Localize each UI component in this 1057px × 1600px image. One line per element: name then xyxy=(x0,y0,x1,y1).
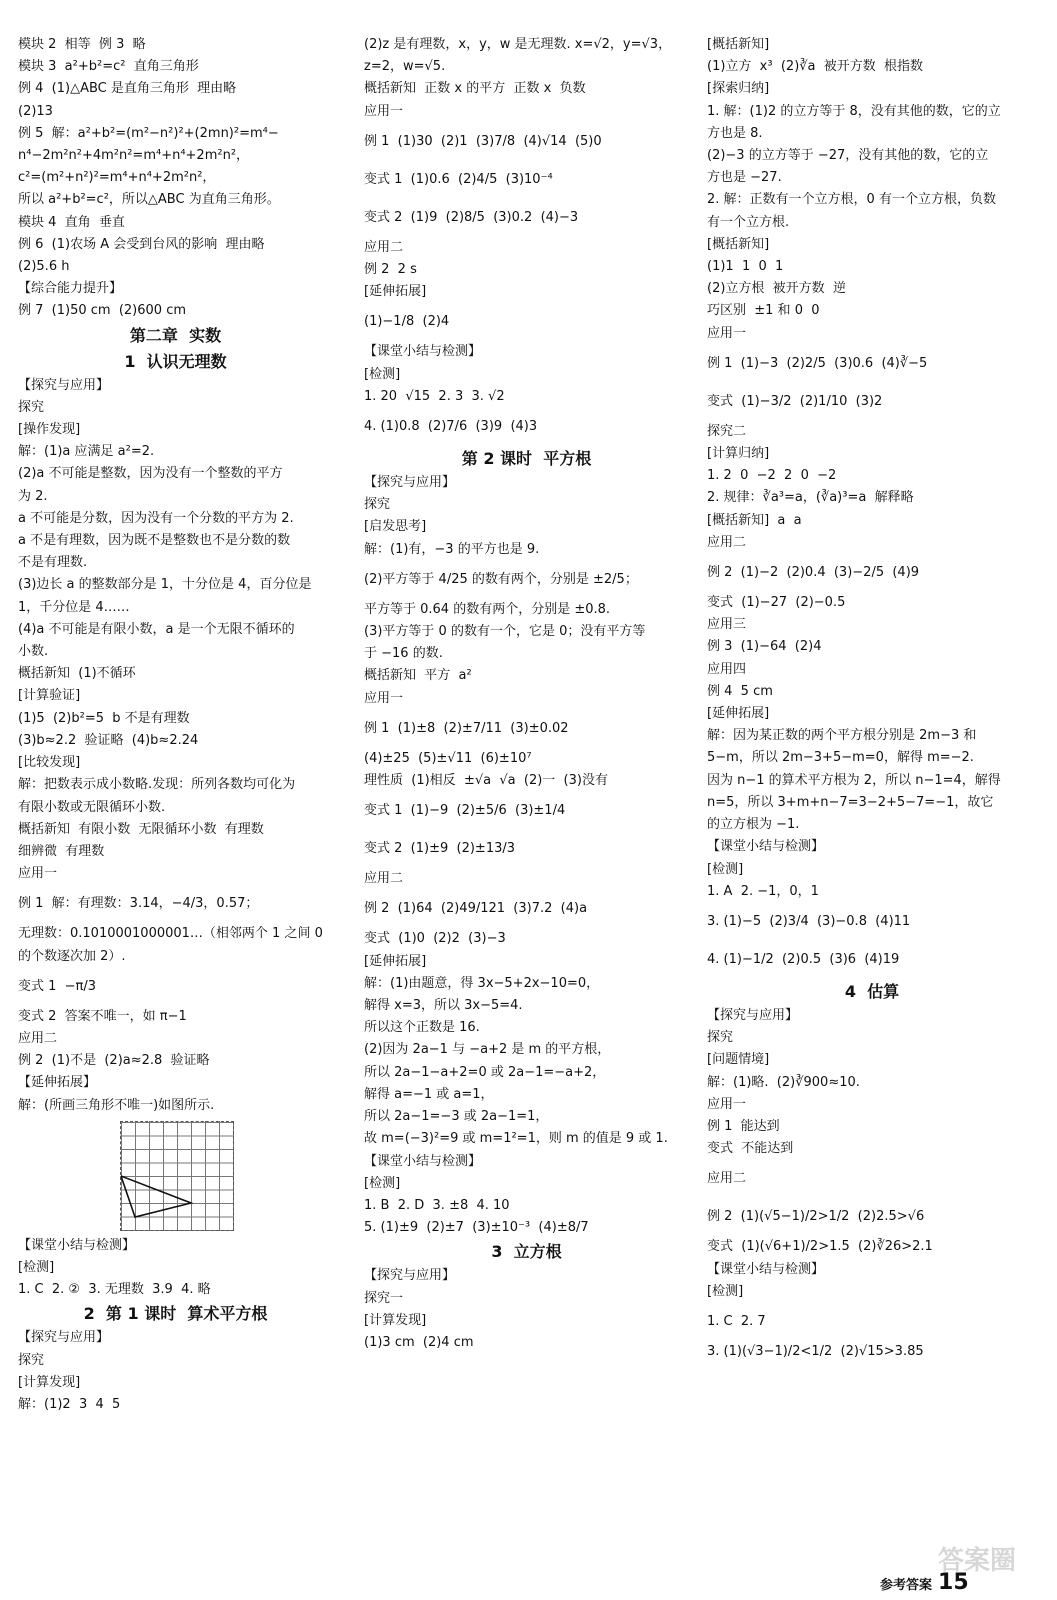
text-line: (4)±25 (5)±√11 (6)±10⁷ xyxy=(364,750,532,766)
text-line: 模块 3 a²+b²=c² 直角三角形 xyxy=(18,59,199,75)
text-line: [概括新知] a a xyxy=(707,512,802,528)
text-line: c²=(m²+n²)²=m⁴+n⁴+2m²n²， xyxy=(18,170,216,186)
text-line: 3. (1)(√3−1)/2<1/2 (2)√15>3.85 xyxy=(707,1343,924,1359)
text-line: 3. (1)−5 (2)3/4 (3)−0.8 (4)11 xyxy=(707,913,911,929)
text-line: 1. B 2. D 3. ±8 4. 10 xyxy=(364,1197,510,1213)
text-line: 【探究与应用】 xyxy=(18,377,110,393)
text-line: 解：把数表示成小数略.发现：所列各数均可化为 xyxy=(18,777,296,793)
text-line: [延伸拓展] xyxy=(364,284,427,300)
text-line: 不是有理数. xyxy=(18,555,88,571)
text-line: [操作发现] xyxy=(18,422,81,438)
text-line: 变式 (1)−3/2 (2)1/10 (3)2 xyxy=(707,393,883,409)
text-line: 有限小数或无限循环小数. xyxy=(18,799,166,815)
text-line: a 不是有理数，因为既不是整数也不是分数的数 xyxy=(18,533,291,549)
text-line: 解：(1)有，−3 的平方也是 9. xyxy=(364,541,540,557)
text-line: [检测] xyxy=(707,1283,744,1299)
text-line: 所以 2a−1=−3 或 2a−1=1， xyxy=(364,1109,549,1125)
text-line: 4. (1)−1/2 (2)0.5 (3)6 (4)19 xyxy=(707,951,900,967)
text-line: 例 2 2 s xyxy=(364,262,417,278)
text-line: 应用一 xyxy=(364,103,404,119)
column-3 xyxy=(707,34,1037,1363)
text-line: 应用一 xyxy=(364,690,404,706)
text-line: 【探究与应用】 xyxy=(364,1268,456,1284)
text-line: 平方等于 0.64 的数有两个，分别是 ±0.8. xyxy=(364,601,611,617)
text-line: 例 6 (1)农场 A 会受到台风的影响 理由略 xyxy=(18,236,265,252)
text-line: (2)5.6 h xyxy=(18,259,70,275)
text-line: 例 1 能达到 xyxy=(707,1118,780,1134)
text-line: 概括新知 正数 x 的平方 正数 x 负数 xyxy=(364,81,586,97)
text-line: (2)−3 的立方等于 −27，没有其他的数，它的立 xyxy=(707,148,989,164)
text-line: 1. C 2. 7 xyxy=(707,1313,766,1329)
footer-label: 参考答案 xyxy=(880,1578,933,1593)
text-line: 模块 4 直角 垂直 xyxy=(18,214,125,230)
text-line: 【探究与应用】 xyxy=(18,1330,110,1346)
text-line: 变式 (1)0 (2)2 (3)−3 xyxy=(364,931,506,947)
text-line: 【课堂小结与检测】 xyxy=(364,344,482,360)
text-line: (3)平方等于 0 的数有一个，它是 0；没有平方等 xyxy=(364,624,646,640)
section-heading: 1 认识无理数 xyxy=(124,351,227,371)
text-line: 变式 (1)(√6+1)/2>1.5 (2)∛26>2.1 xyxy=(707,1239,933,1255)
text-line: 例 4 5 cm xyxy=(707,683,773,699)
text-line: 1. A 2. −1，0，1 xyxy=(707,883,819,899)
text-line: 解：(1)由题意，得 3x−5+2x−10=0， xyxy=(364,975,600,991)
text-line: 例 1 解：有理数：3.14，−4/3，0.57̇； xyxy=(18,896,259,912)
text-line: 应用二 xyxy=(18,1030,58,1046)
text-line: 例 2 (1)不是 (2)a≈2.8 验证略 xyxy=(18,1053,210,1069)
text-line: 【延伸拓展】 xyxy=(18,1075,97,1091)
text-line: 巧区别 ±1 和 0 0 xyxy=(707,303,820,319)
section-heading: 4 估算 xyxy=(844,981,900,1001)
text-line: [延伸拓展] xyxy=(364,953,427,969)
text-line: [概括新知] xyxy=(707,37,770,52)
text-line: 1. 2 0 −2 2 0 −2 xyxy=(707,468,837,484)
text-line: 5−m，所以 2m−3+5−m=0，解得 m=−2. xyxy=(707,750,974,766)
text-line: 变式 1 (1)0.6 (2)4/5 (3)10⁻⁴ xyxy=(364,171,553,187)
text-line: [延伸拓展] xyxy=(707,706,770,722)
text-line: [启发思考] xyxy=(364,519,427,535)
text-line: z=2，w=√5. xyxy=(364,59,446,75)
text-line: 应用三 xyxy=(707,617,747,633)
text-line: 所以这个正数是 16. xyxy=(364,1020,480,1036)
text-line: 应用一 xyxy=(707,325,747,341)
text-line: 概括新知 有限小数 无限循环小数 有理数 xyxy=(18,821,264,837)
text-line: 概括新知 (1)不循环 xyxy=(18,666,136,682)
text-line: 解：(所画三角形不唯一)如图所示. xyxy=(18,1097,215,1113)
text-line: (4)a 不可能是有限小数，a 是一个无限不循环的 xyxy=(18,621,295,637)
text-line: 1. 解：(1)2 的立方等于 8，没有其他的数，它的立 xyxy=(707,103,1001,119)
grid-triangle-figure xyxy=(120,1121,234,1231)
text-line: (2)因为 2a−1 与 −a+2 是 m 的平方根， xyxy=(364,1042,611,1058)
text-line: 【课堂小结与检测】 xyxy=(707,839,825,855)
text-line: (2)平方等于 4/25 的数有两个，分别是 ±2/5； xyxy=(364,571,638,587)
text-line: 探究 xyxy=(707,1030,734,1046)
text-line: (1)5 (2)b²=5 b 不是有理数 xyxy=(18,710,190,726)
text-line: [探索归纳] xyxy=(707,81,770,97)
text-line: (2)a 不可能是整数，因为没有一个整数的平方 xyxy=(18,466,283,482)
watermark: 答案圈 xyxy=(938,1546,1017,1576)
text-line: [检测] xyxy=(707,861,744,877)
text-line: 探究 xyxy=(364,497,391,513)
text-line: 应用二 xyxy=(364,871,404,887)
text-line: (2)立方根 被开方数 逆 xyxy=(707,281,846,297)
text-line: 理性质 (1)相反 ±√a √a (2)一 (3)没有 xyxy=(364,773,608,789)
text-line: 例 2 (1)(√5−1)/2>1/2 (2)2.5>√6 xyxy=(707,1209,925,1225)
text-line: 解：(1)略. (2)∛900≈10. xyxy=(707,1074,860,1090)
text-line: 解得 x=3，所以 3x−5=4. xyxy=(364,998,523,1014)
text-line: 1. C 2. ② 3. 无理数 3.9 4. 略 xyxy=(18,1282,211,1298)
text-line: 【课堂小结与检测】 xyxy=(364,1153,482,1169)
text-line: (1)1 1 0 1 xyxy=(707,259,784,275)
text-line: 【课堂小结与检测】 xyxy=(18,1237,136,1253)
text-line: 例 1 (1)30 (2)1 (3)7/8 (4)√14 (5)0 xyxy=(364,133,602,149)
section-heading: 第 2 课时 平方根 xyxy=(461,449,592,469)
text-line: 方也是 −27. xyxy=(707,170,782,186)
text-line: 变式 不能达到 xyxy=(707,1141,794,1157)
text-line: 例 2 (1)−2 (2)0.4 (3)−2/5 (4)9 xyxy=(707,565,920,581)
text-line: 应用一 xyxy=(707,1096,747,1112)
text-line: 应用四 xyxy=(707,661,747,677)
text-line: 探究二 xyxy=(707,423,747,439)
text-line: 变式 2 (1)±9 (2)±13/3 xyxy=(364,841,516,857)
text-line: 探究 xyxy=(18,1352,45,1368)
text-line: 变式 1 −π/3 xyxy=(18,978,97,994)
text-line: 模块 2 相等 例 3 略 xyxy=(18,37,146,52)
text-line: 例 7 (1)50 cm (2)600 cm xyxy=(18,303,187,319)
text-line: 为 2. xyxy=(18,488,48,504)
column-2 xyxy=(364,34,689,1354)
text-line: [计算归纳] xyxy=(707,446,770,462)
text-line: 解：(1)2 3 4 5 xyxy=(18,1396,121,1412)
text-line: [计算验证] xyxy=(18,688,81,704)
text-line: (2)13 xyxy=(18,103,53,119)
text-line: 有一个立方根. xyxy=(707,214,790,230)
text-line: 例 1 (1)−3 (2)2/5 (3)0.6 (4)∛−5 xyxy=(707,355,928,371)
text-line: 的个数逐次加 2）. xyxy=(18,948,126,964)
text-line: (2)z 是有理数，x，y，w 是无理数. x=√2，y=√3， xyxy=(364,37,672,52)
text-line: 【课堂小结与检测】 xyxy=(707,1261,825,1277)
text-line: 例 5 解：a²+b²=(m²−n²)²+(2mn)²=m⁴− xyxy=(18,125,279,141)
text-line: 所以 2a−1−a+2=0 或 2a−1=−a+2， xyxy=(364,1064,606,1080)
text-line: 故 m=(−3)²=9 或 m=1²=1，则 m 的值是 9 或 1. xyxy=(364,1131,668,1147)
text-line: 方也是 8. xyxy=(707,125,763,141)
text-line: [计算发现] xyxy=(364,1312,427,1328)
text-line: 于 −16 的数. xyxy=(364,646,443,662)
text-line: 无理数：0.1010001000001…（相邻两个 1 之间 0 xyxy=(18,926,323,942)
text-line: 探究 xyxy=(18,399,45,415)
text-line: (1)3 cm (2)4 cm xyxy=(364,1334,474,1350)
text-line: 变式 1 (1)−9 (2)±5/6 (3)±1/4 xyxy=(364,803,566,819)
text-line: 例 4 (1)△ABC 是直角三角形 理由略 xyxy=(18,81,237,97)
text-line: 小数. xyxy=(18,644,49,660)
text-line: a 不可能是分数，因为没有一个分数的平方为 2. xyxy=(18,510,294,526)
text-line: (3)边长 a 的整数部分是 1，十分位是 4，百分位是 xyxy=(18,577,312,593)
text-line: n=5，所以 3+m+n−7=3−2+5−7=−1，故它 xyxy=(707,794,994,810)
text-line: (3)b≈2.2 验证略 (4)b≈2.24 xyxy=(18,732,199,748)
text-line: 4. (1)0.8 (2)7/6 (3)9 (4)3 xyxy=(364,419,538,435)
text-line: 【探究与应用】 xyxy=(707,1007,799,1023)
text-line: 2. 解：正数有一个立方根，0 有一个立方根，负数 xyxy=(707,192,996,208)
text-line: 1，千分位是 4…… xyxy=(18,599,130,615)
page-footer xyxy=(880,1570,969,1595)
text-line: 变式 2 答案不唯一，如 π−1 xyxy=(18,1008,187,1024)
page-number: 15 xyxy=(938,1570,969,1595)
text-line: 【综合能力提升】 xyxy=(18,281,123,297)
text-line: [检测] xyxy=(364,366,401,382)
text-line: 例 1 (1)±8 (2)±7/11 (3)±0.02 xyxy=(364,720,569,736)
text-line: 【探究与应用】 xyxy=(364,475,456,491)
text-line: 概括新知 平方 a² xyxy=(364,668,472,684)
section-heading: 第二章 实数 xyxy=(129,325,222,345)
text-line: 解得 a=−1 或 a=1， xyxy=(364,1086,494,1102)
text-line: 解：(1)a 应满足 a²=2. xyxy=(18,444,155,460)
text-line: n⁴−2m²n²+4m²n²=m⁴+n⁴+2m²n²， xyxy=(18,148,250,164)
text-line: 变式 2 (1)9 (2)8/5 (3)0.2 (4)−3 xyxy=(364,209,579,225)
text-line: 应用二 xyxy=(707,1171,747,1187)
text-line: 应用二 xyxy=(364,239,404,255)
text-line: 探究一 xyxy=(364,1290,404,1306)
text-line: 应用一 xyxy=(18,866,58,882)
text-line: [比较发现] xyxy=(18,755,81,771)
text-line: [计算发现] xyxy=(18,1374,81,1390)
text-line: 的立方根为 −1. xyxy=(707,817,800,833)
text-line: [概括新知] xyxy=(707,236,770,252)
text-line: [检测] xyxy=(364,1175,401,1191)
section-heading: 2 第 1 课时 算术平方根 xyxy=(83,1304,268,1324)
text-line: 所以 a²+b²=c²，所以△ABC 为直角三角形。 xyxy=(18,192,280,208)
text-line: 1. 20 √15 2. 3 3. √2 xyxy=(364,388,505,404)
text-line: 例 2 (1)64 (2)49/121 (3)7.2 (4)a xyxy=(364,901,588,917)
text-line: [问题情境] xyxy=(707,1052,770,1068)
text-line: 变式 (1)−27 (2)−0.5 xyxy=(707,595,846,611)
text-line: 5. (1)±9 (2)±7 (3)±10⁻³ (4)±8/7 xyxy=(364,1220,589,1236)
text-line: 因为 n−1 的算术平方根为 2，所以 n−1=4，解得 xyxy=(707,772,1001,788)
text-line: 例 3 (1)−64 (2)4 xyxy=(707,639,822,655)
text-line: (1)−1/8 (2)4 xyxy=(364,314,450,330)
text-line: 2. 规律：∛a³=a，(∛a)³=a 解释略 xyxy=(707,490,914,506)
column-1 xyxy=(18,34,333,1416)
text-line: 应用二 xyxy=(707,534,747,550)
section-heading: 3 立方根 xyxy=(491,1242,562,1262)
text-line: 解：因为某正数的两个平方根分别是 2m−3 和 xyxy=(707,728,977,744)
text-line: [检测] xyxy=(18,1259,55,1275)
text-line: 细辨微 有理数 xyxy=(18,843,105,859)
text-line: (1)立方 x³ (2)∛a 被开方数 根指数 xyxy=(707,59,924,75)
